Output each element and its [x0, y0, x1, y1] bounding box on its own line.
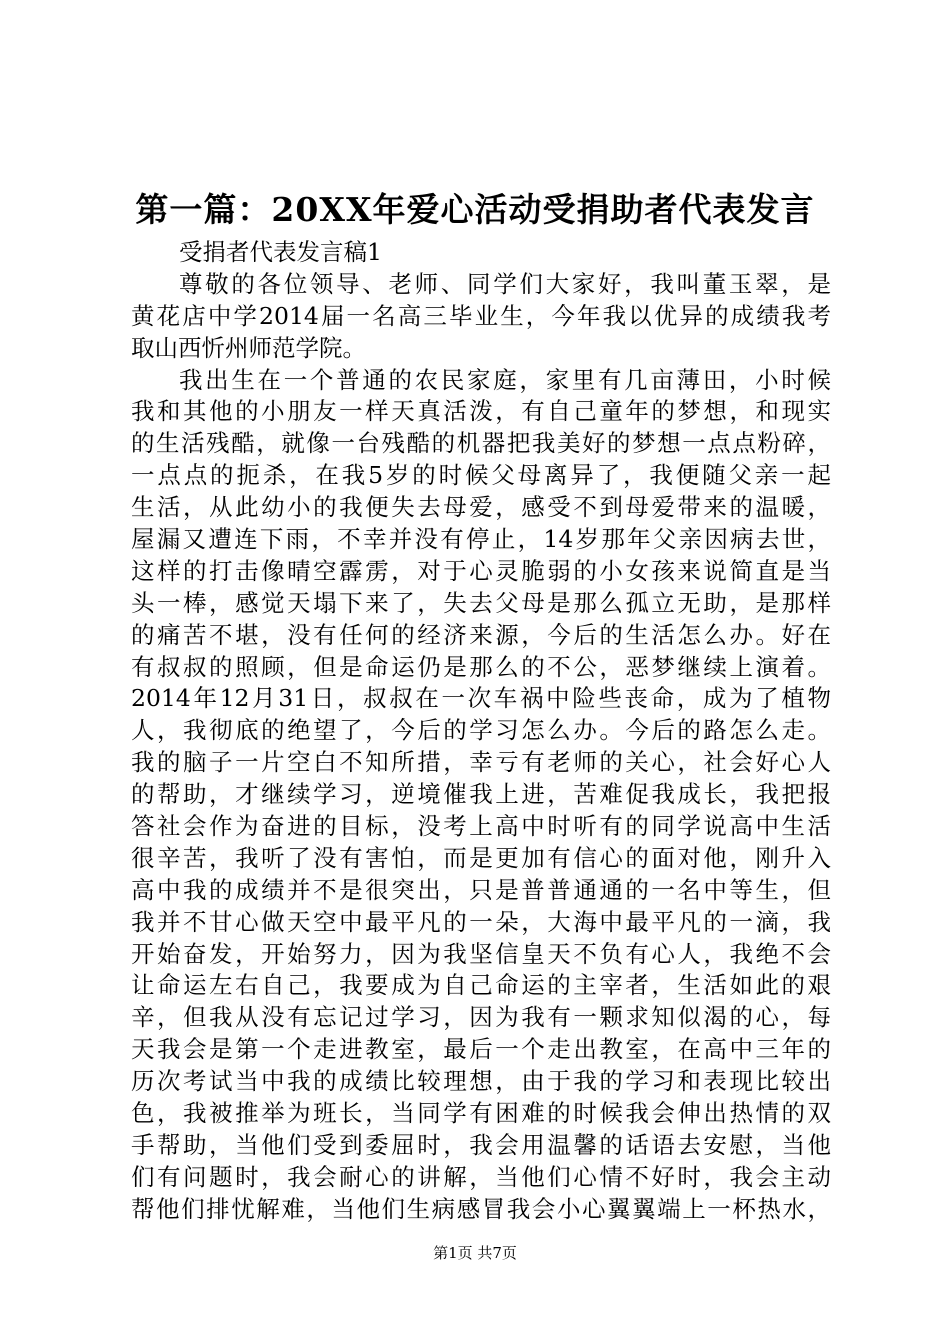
text-line: 屋漏又遭连下雨，不幸并没有停止，14岁那年父亲因病去世， [131, 525, 831, 554]
page-footer: 第1页 共7页 [433, 1244, 517, 1262]
text-line: 手帮助，当他们受到委屈时，我会用温馨的话语去安慰，当他 [131, 1130, 831, 1159]
text-line: 黄花店中学2014届一名高三毕业生，今年我以优异的成绩我考 [131, 301, 831, 330]
text-line: 我和其他的小朋友一样天真活泼，有自己童年的梦想，和现实 [131, 397, 831, 426]
text-line: 天我会是第一个走进教室，最后一个走出教室，在高中三年的 [131, 1035, 831, 1064]
text-line: 高中我的成绩并不是很突出，只是普普通通的一名中等生，但 [131, 875, 831, 904]
text-line: 这样的打击像晴空霹雳，对于心灵脆弱的小女孩来说简直是当 [131, 556, 831, 585]
text-line: 们有问题时，我会耐心的讲解，当他们心情不好时，我会主动 [131, 1162, 831, 1191]
text-line: 辛，但我从没有忘记过学习，因为我有一颗求知似渴的心，每 [131, 1003, 831, 1032]
document-title: 第一篇：20XX年爱心活动受捐助者代表发言 [135, 190, 815, 229]
text-line: 我并不甘心做天空中最平凡的一朵，大海中最平凡的一滴，我 [131, 907, 831, 936]
text-line: 一点点的扼杀，在我5岁的时候父母离异了，我便随父亲一起 [131, 461, 831, 490]
text-line: 人，我彻底的绝望了，今后的学习怎么办。今后的路怎么走。 [131, 716, 831, 745]
text-line: 取山西忻州师范学院。 [131, 333, 366, 362]
document-body [131, 237, 831, 1226]
text-line: 的痛苦不堪，没有任何的经济来源，今后的生活怎么办。好在 [131, 620, 831, 649]
text-line: 让命运左右自己，我要成为自己命运的主宰者，生活如此的艰 [131, 971, 831, 1000]
text-line: 有叔叔的照顾，但是命运仍是那么的不公，恶梦继续上演着。 [131, 652, 831, 681]
text-line: 我出生在一个普通的农民家庭，家里有几亩薄田，小时候 [179, 365, 831, 394]
text-line: 答社会作为奋进的目标，没考上高中时听有的同学说高中生活 [131, 812, 831, 841]
text-line: 受捐者代表发言稿1 [179, 238, 382, 266]
text-line: 的生活残酷，就像一台残酷的机器把我美好的梦想一点点粉碎， [131, 429, 831, 458]
text-line: 生活，从此幼小的我便失去母爱，感受不到母爱带来的温暖， [131, 493, 831, 522]
text-line: 色，我被推举为班长，当同学有困难的时候我会伸出热情的双 [131, 1099, 831, 1128]
text-line: 很辛苦，我听了没有害怕，而是更加有信心的面对他，刚升入 [131, 843, 831, 872]
text-line: 帮他们排忧解难，当他们生病感冒我会小心翼翼端上一杯热水， [131, 1194, 831, 1223]
text-line: 的帮助，才继续学习，逆境催我上进，苦难促我成长，我把报 [131, 780, 831, 809]
text-line: 2014年12月31日，叔叔在一次车祸中险些丧命，成为了植物 [131, 684, 831, 713]
text-line: 头一棒，感觉天塌下来了，失去父母是那么孤立无助，是那样 [131, 588, 831, 617]
text-line: 开始奋发，开始努力，因为我坚信皇天不负有心人，我绝不会 [131, 939, 831, 968]
text-line: 尊敬的各位领导、老师、同学们大家好，我叫董玉翠，是 [179, 269, 831, 298]
text-line: 我的脑子一片空白不知所措，幸亏有老师的关心，社会好心人 [131, 748, 831, 777]
text-line: 历次考试当中我的成绩比较理想，由于我的学习和表现比较出 [131, 1067, 831, 1096]
